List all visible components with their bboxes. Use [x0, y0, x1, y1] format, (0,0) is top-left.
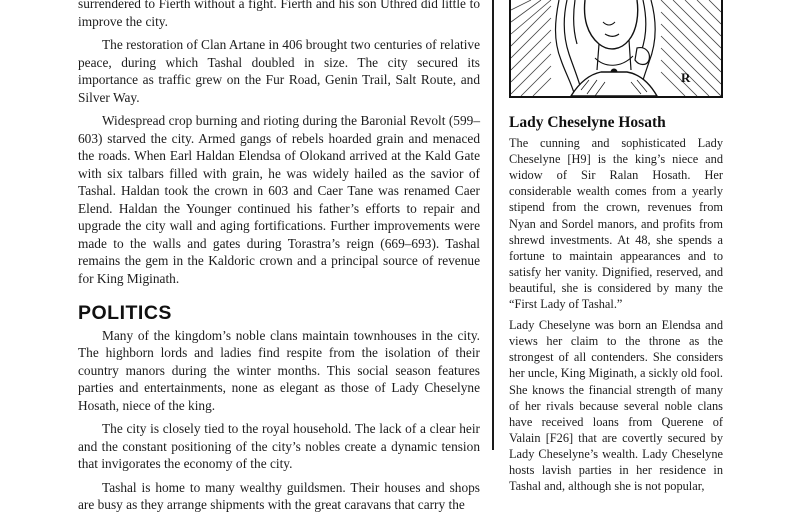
portrait-signature: R — [681, 70, 691, 85]
portrait-drawing — [511, 0, 721, 96]
sidebar-paragraph-2: Lady Cheselyne was born an Elendsa and views her claim to the throne as the strongest of all contenders. She considers her uncle, King Miginath, a sickly old fool. She knows the financial strength of many of her rivals because several noble clans have received loans from Querene of Valain [F26] that are covertly secured by Lady Cheselyne’s wealth. Lady Cheselyne hosts lavish parties in her residence in Tashal and, although she is not popular, — [509, 318, 723, 494]
politics-paragraph-2: The city is closely tied to the royal household. The lack of a clear heir and the constant positioning of the city’s nobles create a dynamic tension that invigorates the economy of the city. — [78, 421, 480, 471]
sidebar-paragraph-1: The cunning and sophisticated Lady Cheselyne [H9] is the king’s niece and widow of Sir Ralan Hosath. Her considerable wealth comes from a yearly stipend from the crown, revenues from Nyan and Sordel manors, and profits from shrewd investments. At 48, she spends a fortune to maintain appearances and to satisfy her vanity. Dignified, reserved, and beautiful, she is considered by many the “First Lady of Tashal.” — [509, 136, 723, 312]
history-paragraph-1: surrendered to Fierth without a fight. Fierth and his son Uthred did little to improve the city. — [78, 0, 480, 29]
column-divider — [492, 0, 494, 450]
politics-paragraph-3: Tashal is home to many wealthy guildsmen. Their houses and shops are busy as they arrange shipments with the great caravans that carry the — [78, 479, 480, 512]
sidebar-title: Lady Cheselyne Hosath — [509, 114, 666, 131]
politics-paragraph-1: Many of the kingdom’s noble clans maintain townhouses in the city. The highborn lords and ladies find respite from the isolation of their country manors during the winter months. This social season features parties and entertainments, none as elegant as those of Lady Cheselyne Hosath, niece of the king. — [78, 327, 480, 413]
history-paragraph-2: The restoration of Clan Artane in 406 brought two centuries of relative peace, during which Tashal doubled in size. The city secured its importance as traffic grew on the Fur Road, Genin Trail, Salt Route, and Silver Way. — [78, 37, 480, 105]
politics-heading: POLITICS — [78, 302, 172, 324]
history-paragraph-3: Widespread crop burning and rioting during the Baronial Revolt (599–603) starved the city. Armed gangs of rebels hoarded grain and menaced the roads. When Earl Haldan Elendsa of Olokand arrived at the Kald Gate with six talbars filled with grain, he was widely hailed as the savior of Tashal. Haldan took the crown in 603 and Caer Tane was renamed Caer Elend. Haldan the Younger continued his father’s efforts to repair and upgrade the city wall and aging fortifications. Further improvements were made to the walls and gates during Torastra’s reign (669–693). Tashal remains the gem in the Kaldoric crown and a principal source of revenue for King Miginath. — [78, 113, 480, 286]
sidebar-text — [509, 115, 723, 494]
portrait-illustration — [509, 0, 723, 98]
main-text-column — [78, 0, 480, 514]
